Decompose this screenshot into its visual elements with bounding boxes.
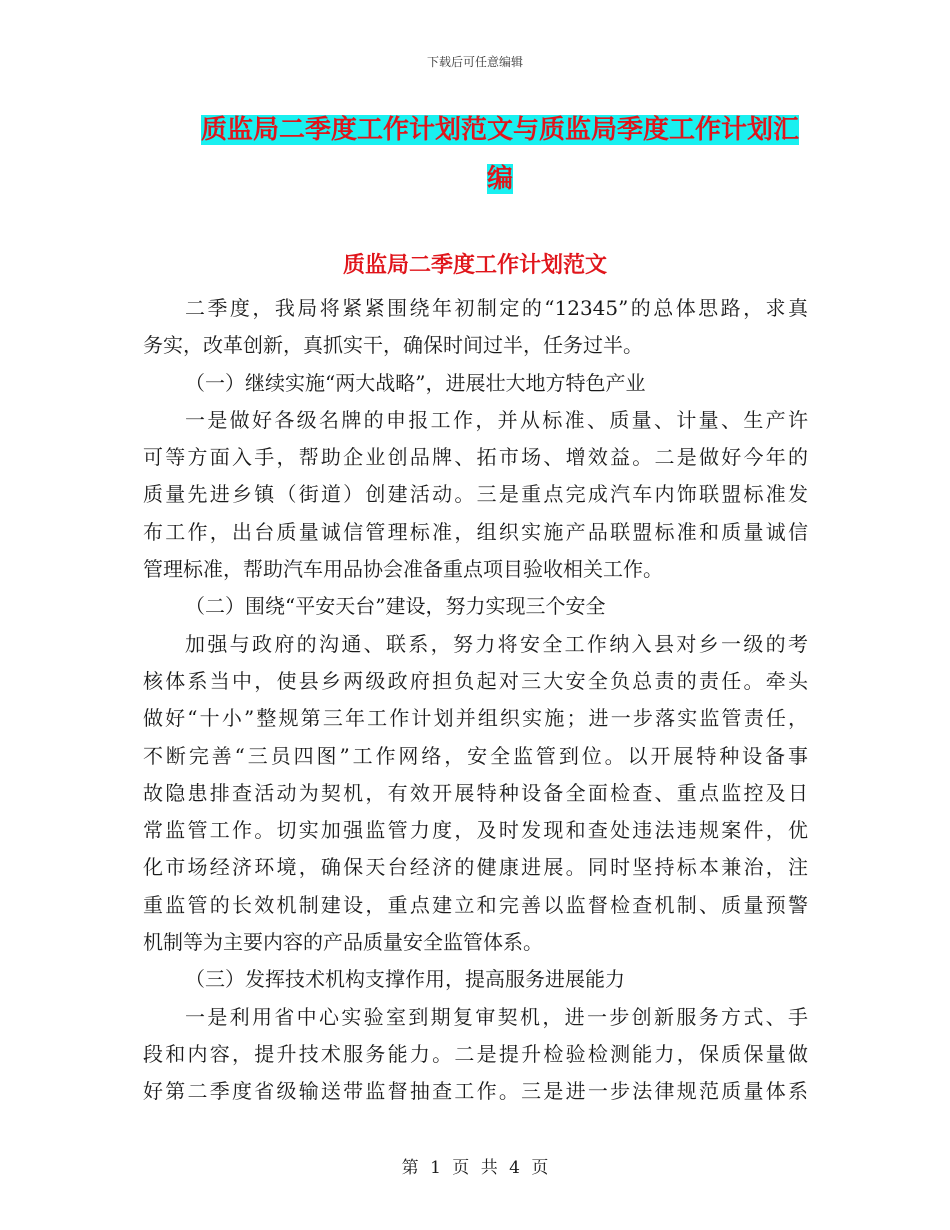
body-text (143, 290, 808, 1111)
paragraph-line: 重监管的长效机制建设，重点建立和完善以监督检查机制、质量预警 (143, 892, 808, 917)
paragraph-line: 一是利用省中心实验室到期复审契机，进一步创新服务方式、手 (185, 1004, 808, 1029)
paragraph-line: 机制等为主要内容的产品质量安全监管体系。 (143, 930, 543, 955)
paragraph-line: 布工作，出台质量诚信管理标准，组织实施产品联盟标准和质量诚信 (143, 519, 808, 544)
paragraph-line: 二季度，我局将紧紧围绕年初制定的“12345”的总体思路，求真 (185, 296, 808, 320)
paragraph-line: 核体系当中，使县乡两级政府担负起对三大安全负总责的责任。牵头 (143, 668, 808, 693)
paragraph-line: 做好“十小”整规第三年工作计划并组织实施；进一步落实监管责任， (143, 706, 808, 731)
paragraph-line: 好第二季度省级输送带监督抽查工作。三是进一步法律规范质量体系 (143, 1079, 808, 1104)
paragraph-line: 段和内容，提升技术服务能力。二是提升检验检测能力，保质保量做 (143, 1041, 808, 1066)
document-title (195, 106, 805, 204)
header-note: 下载后可任意编辑 (426, 55, 523, 69)
page-number-footer: 第 1 页 共 4 页 (401, 1158, 549, 1178)
paragraph-line: 一是做好各级名牌的申报工作，并从标准、质量、计量、生产许 (185, 407, 808, 432)
paragraph-line: 故隐患排查活动为契机，有效开展特种设备全面检查、重点监控及日 (143, 780, 808, 805)
paragraph-line: 务实，改革创新，真抓实干，确保时间过半，任务过半。 (143, 333, 643, 358)
paragraph-line: 不断完善“三员四图”工作网络，安全监管到位。以开展特种设备事 (143, 743, 808, 768)
section-title: 质监局二季度工作计划范文 (342, 253, 607, 278)
subheading-2: （二）围绕“平安天台”建设，努力实现三个安全 (185, 594, 606, 619)
document-title-line-2: 编 (486, 164, 513, 194)
subheading-3: （三）发挥技术机构支撑作用，提高服务进展能力 (185, 967, 625, 992)
document-title-line-1: 质监局二季度工作计划范文与质监局季度工作计划汇 (200, 115, 799, 145)
paragraph-line: 质量先进乡镇（街道）创建活动。三是重点完成汽车内饰联盟标准发 (143, 482, 808, 507)
subheading-1: （一）继续实施“两大战略”，进展壮大地方特色产业 (185, 370, 646, 395)
paragraph-line: 管理标准，帮助汽车用品协会准备重点项目验收相关工作。 (143, 557, 663, 582)
paragraph-line: 可等方面入手，帮助企业创品牌、拓市场、增效益。二是做好今年的 (143, 445, 808, 470)
paragraph-line: 常监管工作。切实加强监管力度，及时发现和查处违法违规案件，优 (143, 818, 808, 843)
paragraph-line: 加强与政府的沟通、联系，努力将安全工作纳入县对乡一级的考 (185, 631, 808, 656)
paragraph-line: 化市场经济环境，确保天台经济的健康进展。同时坚持标本兼治，注 (143, 855, 808, 880)
